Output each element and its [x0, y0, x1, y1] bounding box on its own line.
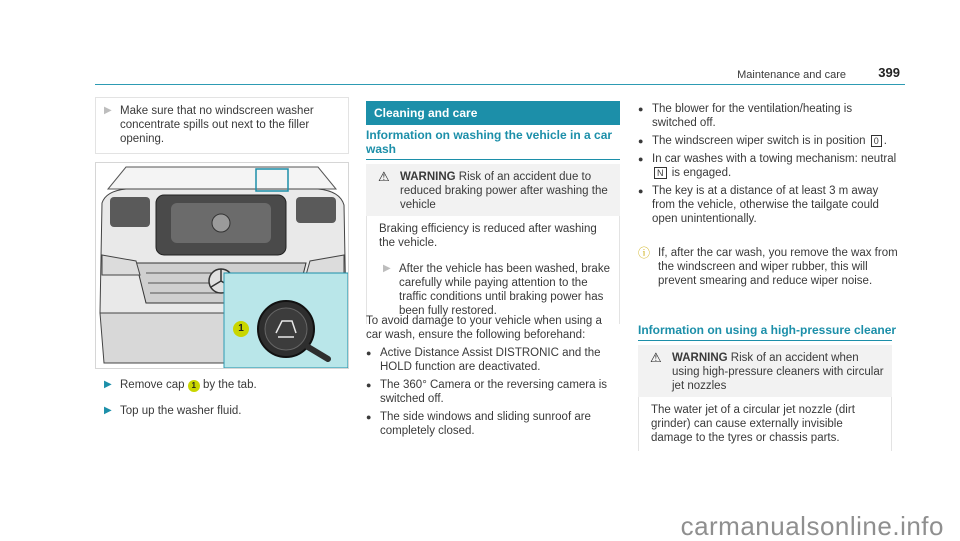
step-arrow-icon: ▶: [383, 263, 391, 274]
section-bar-title: Cleaning and care: [366, 101, 620, 125]
running-header: Maintenance and care: [737, 69, 846, 81]
step1-text-after: by the tab.: [202, 379, 257, 391]
car-wash-warning: [366, 164, 620, 324]
car-wash-checklist-continued: [638, 102, 900, 230]
step-top-up: [104, 404, 344, 418]
filler-note-box: [95, 97, 349, 154]
page-number: 399: [878, 65, 900, 80]
watermark: carmanualsonline.info: [680, 511, 944, 541]
warning-headline: Risk of an accident due to reduced braking power after washing the vehicle: [400, 171, 608, 211]
step-arrow-icon: ▶: [104, 379, 112, 390]
car-wash-intro: To avoid damage to your vehicle when using a car wash, ensure the following beforehand:: [366, 315, 602, 341]
warning-label: WARNING: [400, 171, 456, 183]
list-item: ● The side windows and sliding sunroof are completely closed.: [366, 411, 591, 437]
warning-triangle-icon: ⚠: [378, 169, 390, 184]
list-item: ● Active Distance Assist DISTRONIC and the HOLD function are deactivated.: [366, 347, 601, 373]
callout-1-image: 1: [233, 321, 249, 337]
list-item: ● In car washes with a towing mechanism: neutral N is engaged.: [638, 153, 897, 179]
step-remove-cap: [104, 378, 344, 392]
warning-body: The water jet of a circular jet nozzle (dirt grinder) can cause externally invisible damage to the tyres or chassis parts.: [651, 404, 855, 444]
car-wash-subtitle: Information on washing the vehicle in a car wash: [366, 128, 613, 156]
step1-text-before: Remove cap: [120, 379, 185, 391]
list-item: ● The windscreen wiper switch is in position 0 .: [638, 135, 887, 147]
warning-label: WARNING: [672, 352, 728, 364]
step2-text: Top up the washer fluid.: [120, 405, 242, 417]
car-wash-checklist: [366, 346, 620, 442]
warning-headline: Risk of an accident when using high-pressure cleaners with circular jet nozzles: [672, 352, 884, 392]
filler-note-text: Make sure that no windscreen washer concentrate spills out next to the filler opening.: [120, 105, 314, 145]
switch-position-0-icon: 0: [871, 135, 882, 147]
warning-action: After the vehicle has been washed, brake carefully while paying attention to the traffic conditions until braking power has been fully restored.: [399, 263, 610, 317]
warning-triangle-icon: ⚠: [650, 350, 662, 365]
info-icon: ⓘ: [638, 246, 651, 260]
list-item: ● The blower for the ventilation/heating is switched off.: [638, 103, 853, 129]
wax-info-note: [638, 246, 900, 288]
gear-neutral-icon: N: [654, 167, 667, 179]
car-wash-subtitle-rule: [366, 159, 620, 160]
warning-body: Braking efficiency is reduced after washing the vehicle.: [379, 223, 597, 249]
list-item: ● The 360° Camera or the reversing camera is switched off.: [366, 379, 608, 405]
header-rule: [95, 84, 905, 85]
callout-1-badge: 1: [188, 380, 200, 392]
step-arrow-icon: ▶: [104, 105, 112, 116]
step-arrow-icon: ▶: [104, 405, 112, 416]
wax-info-text: If, after the car wash, you remove the wax from the windscreen and wiper rubber, this will prevent smearing and reduce wiper noise.: [658, 247, 898, 287]
high-pressure-subtitle: Information on using a high-pressure cleaner: [638, 323, 897, 337]
high-pressure-subtitle-rule: [638, 340, 892, 341]
engine-bay-figure: [95, 162, 349, 369]
high-pressure-warning: [638, 345, 892, 451]
list-item: ● The key is at a distance of at least 3 m away from the vehicle, otherwise the tailgate could open unintentionally.: [638, 185, 879, 225]
engine-bay-illustration: [96, 163, 348, 368]
